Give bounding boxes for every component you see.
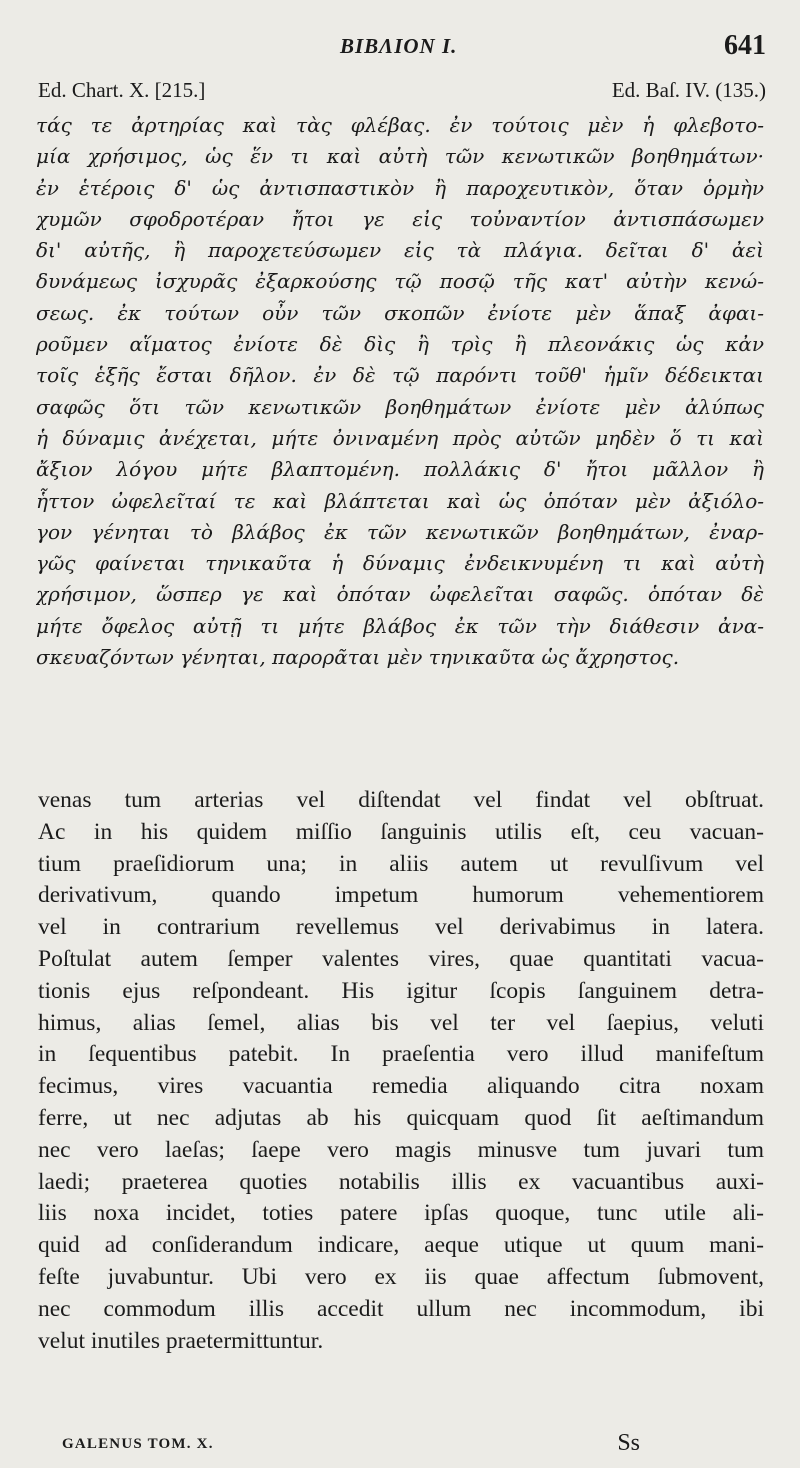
latin-text-line: ferre, ut nec adjutas ab his quicquam quod ſit aeſtimandum xyxy=(38,1104,764,1131)
greek-text-line: τοῖς ἑξῆς ἔσται δῆλον. ἐν δὲ τῷ παρόντι τοῦθ' ἡμῖν δέδεικται xyxy=(36,363,764,388)
latin-text-block xyxy=(38,785,764,1357)
greek-text-line: ἡ δύναμις ἀνέχεται, μήτε ὀνιναμένη πρὸς αὐτῶν μηδὲν ὅ τι καὶ xyxy=(36,425,764,450)
latin-text-line: vel in contrarium revellemus vel derivabimus in latera. xyxy=(38,914,764,941)
latin-text-line: Ac in his quidem miſſio ſanguinis utilis eſt, ceu vacuan- xyxy=(38,818,764,845)
latin-text-line: liis noxa incidet, toties patere ipſas quoque, tunc utile ali- xyxy=(38,1200,764,1227)
page-number: 641 xyxy=(724,30,766,61)
greek-text-line: ἐν ἑτέροις δ' ὡς ἀντισπαστικὸν ἢ παροχευτικὸν, ὅταν ὁρμὴν xyxy=(36,175,764,200)
printer-signature: GALENUS TOM. X. xyxy=(62,1436,214,1452)
greek-text-line: σαφῶς ὅτι τῶν κενωτικῶν βοηθημάτων ἐνίοτε μὲν ἀλύπως xyxy=(36,394,764,419)
greek-text-line: χρήσιμον, ὥσπερ γε καὶ ὁπόταν ὠφελεῖται σαφῶς. ὁπόταν δὲ xyxy=(36,582,764,607)
edition-references xyxy=(38,78,766,108)
greek-text-line: γῶς φαίνεται τηνικαῦτα ἡ δύναμις ἐνδεικνυμένη τι καὶ αὐτὴ xyxy=(36,551,764,576)
page-footer xyxy=(62,1430,640,1460)
latin-text-line: Poſtulat autem ſemper valentes vires, quae quantitati vacua- xyxy=(38,945,764,972)
greek-text-line: μία χρήσιμος, ὡς ἕν τι καὶ αὐτὴ τῶν κενωτικῶν βοηθημάτων· xyxy=(36,144,764,169)
greek-text-line: γον γένηται τὸ βλάβος ἐκ τῶν κενωτικῶν βοηθημάτων, ἐναρ- xyxy=(36,519,764,544)
latin-text-line: in ſequentibus patebit. In praeſentia vero illud manifeſtum xyxy=(38,1041,764,1068)
greek-text-line: χυμῶν σφοδροτέραν ἤτοι γε εἰς τοὐναντίον ἀντισπάσωμεν xyxy=(36,206,764,231)
latin-text-line: feſte juvabuntur. Ubi vero ex iis quae affectum ſubmovent, xyxy=(38,1263,764,1290)
running-head xyxy=(0,30,800,66)
latin-text-line: derivativum, quando impetum humorum vehementiorem xyxy=(38,882,764,909)
greek-text-line: σκευαζόντων γένηται, παρορᾶται μὲν τηνικαῦτα ὡς ἄχρηστος. xyxy=(36,645,680,670)
latin-text-line: quid ad conſiderandum indicare, aeque utique ut quum mani- xyxy=(38,1232,764,1259)
latin-text-line: nec commodum illis accedit ullum nec incommodum, ibi xyxy=(38,1295,764,1322)
latin-text-line: venas tum arterias vel diſtendat vel findat vel obſtruat. xyxy=(38,787,764,813)
greek-text-line: ἧττον ὠφελεῖταί τε καὶ βλάπτεται καὶ ὡς ὁπόταν μὲν ἀξιόλο- xyxy=(36,488,764,513)
greek-text-line: δυνάμεως ἰσχυρᾶς ἐξαρκούσης τῷ ποσῷ τῆς κατ' αὐτὴν κενώ- xyxy=(36,269,764,294)
greek-text-line: ροῦμεν αἵματος ἐνίοτε δὲ δὶς ἢ τρὶς ἢ πλεονάκις ὡς κἀν xyxy=(36,332,764,357)
gathering-mark: Ss xyxy=(617,1430,640,1456)
book-title: ΒΙΒΛΙΟΝ Ι. xyxy=(340,34,458,58)
latin-text-line: tionis ejus reſpondeant. His igitur ſcopis ſanguinem detra- xyxy=(38,977,764,1004)
latin-text-line: fecimus, vires vacuantia remedia aliquando citra noxam xyxy=(38,1073,764,1100)
greek-text-block xyxy=(36,110,764,673)
edition-chartier: Ed. Chart. X. [215.] xyxy=(38,78,206,102)
greek-text-line: μήτε ὄφελος αὐτῇ τι μήτε βλάβος ἐκ τῶν τὴν διάθεσιν ἀνα- xyxy=(36,613,764,638)
latin-text-line: himus, alias ſemel, alias bis vel ter vel ſaepius, veluti xyxy=(38,1009,764,1036)
latin-text-line: laedi; praeterea quoties notabilis illis ex vacuantibus auxi- xyxy=(38,1168,764,1195)
greek-text-line: σεως. ἐκ τούτων οὖν τῶν σκοπῶν ἐνίοτε μὲν ἅπαξ ἀφαι- xyxy=(36,300,764,325)
latin-text-line: velut inutiles praetermittuntur. xyxy=(38,1327,324,1354)
greek-text-line: τάς τε ἀρτηρίας καὶ τὰς φλέβας. ἐν τούτοις μὲν ἡ φλεβοτο- xyxy=(36,113,764,137)
greek-text-line: δι' αὐτῆς, ἢ παροχετεύσωμεν εἰς τὰ πλάγια. δεῖται δ' ἀεὶ xyxy=(36,238,764,263)
latin-text-line: nec vero laeſas; ſaepe vero magis minusve tum juvari tum xyxy=(38,1136,764,1163)
edition-basel: Ed. Baſ. IV. (135.) xyxy=(611,78,766,102)
greek-text-line: ἄξιον λόγου μήτε βλαπτομένη. πολλάκις δ' ἤτοι μᾶλλον ἢ xyxy=(36,457,764,482)
latin-text-line: tium praeſidiorum una; in aliis autem ut revulſivum vel xyxy=(38,850,764,877)
